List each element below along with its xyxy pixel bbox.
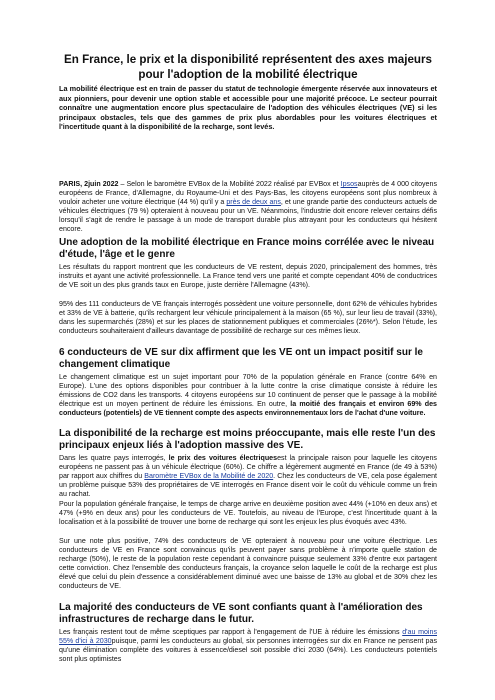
section-3-heading: La disponibilité de la recharge est moins préoccupante, mais elle reste l'un des principaux enjeux liés à l'adoption massive des VE. bbox=[59, 428, 436, 451]
dateline: PARIS, 2juin 2022 bbox=[59, 180, 119, 188]
section-2-heading: 6 conducteurs de VE sur dix affirment que les VE ont un impact positif sur le changement climatique bbox=[59, 347, 423, 370]
section-4-paragraph-1 bbox=[59, 628, 437, 664]
section-4-text-a: Les français restent tout de même sceptiques par rapport à l'engagement de l'UE à réduire les émissions bbox=[59, 628, 403, 636]
section-2-paragraph-1 bbox=[59, 373, 437, 418]
section-3-text-c: . Chez les conducteurs de VE, cela pose également un problème puisque 53% des propriétaires de VE interrogés en France disent voir le coût du véhicule comme un frein au rachat. bbox=[59, 472, 437, 499]
section-4-heading: La majorité des conducteurs de VE sont confiants quant à l'amélioration des infrastructures de recharge dans le futur. bbox=[59, 602, 423, 625]
barometer-2020-link[interactable]: Baromètre EVBox de la Mobilité de 2020 bbox=[144, 472, 274, 481]
section-3-bold-text: le prix des voitures électriques bbox=[168, 454, 278, 462]
section-2-bold-text: la moitié des français et environ 69% des conducteurs (potentiels) de VE tiennent compte des aspects environnementaux lors de l'achat d'une voiture. bbox=[59, 400, 437, 418]
section-1-paragraph-2: 95% des 111 conducteurs de VE français interrogés possèdent une voiture personnelle, dont 62% de véhicules hybrides et 33% de VE à batterie, qu'ils rechargent leur véhicule principalement à la maison (65 %), sur leur lieu de travail (33%), dans les supermarchés (28%) et sur les places de stationnement publiques et commerciales (26%*). Selon l'étude, les conducteurs souhaiteraient d'ailleurs davantage de possibilité de recharge sur ces mêmes lieux. bbox=[59, 300, 437, 336]
section-3-paragraph-1 bbox=[59, 454, 437, 499]
section-3-paragraph-3: Sur une note plus positive, 74% des conducteurs de VE opteraient à nouveau pour une voiture électrique. Les conducteurs de VE en France sont convaincus qu'ils peuvent payer sans problème à n'importe quelle station de recharge (50%), le reste de la population reste cependant à convaincre puisque seulement 33% d'entre eux partagent cette conviction. Chez l'ensemble des conducteurs français, la croyance selon laquelle le coût de la recharge est plus élevé que celui du plein d'essence a considérablement diminué avec une baisse de 13% au global et de 30% chez les conducteurs de VE. bbox=[59, 537, 437, 591]
intro-text-2: auprès de 4 000 citoyens européens de France, d'Allemagne, du Royaume-Uni et des Pays-Bas, les citoyens européens sont plus nombreux à vouloir acheter une voiture électrique (44 %) qu'il y a bbox=[59, 180, 437, 207]
intro-text-1: – Selon le baromètre EVBox de la Mobilité 2022 réalisé par EVBox et bbox=[118, 180, 341, 188]
intro-paragraph bbox=[59, 180, 437, 235]
eu-target-link[interactable]: d'au moins 55% d'ici à 2030 bbox=[59, 628, 437, 646]
two-years-link[interactable]: près de deux ans bbox=[226, 198, 281, 207]
ipsos-link[interactable]: Ipsos bbox=[340, 180, 358, 188]
section-1-heading: Une adoption de la mobilité électrique en France moins corrélée avec le niveau d'étude, l'âge et le genre bbox=[59, 237, 435, 260]
intro-text-3: , et une grande partie des conducteurs actuels de véhicules électriques (79 %) opteraient à nouveau pour un VE. Néanmoins, l'industrie doit encore relever certains défis lorsqu'il s'agit de rendre le passage à un mode de transport durable plus attrayant pour les conducteurs qui hésitent encore. bbox=[59, 198, 437, 234]
section-3-text-b: est la principale raison pour laquelle les citoyens européens ne passent pas à un véhicule électrique (60%). Ce chiffre a légèrement augmenté en France (de 49 à 53%) par rapport aux chiffres du bbox=[59, 454, 437, 481]
section-2-text: Le changement climatique est un sujet important pour 70% de la population générale en France (contre 64% en Europe). L'une des options disponibles pour contribuer à la lutte contre la crise climatique consiste à réduire les émissions de CO2 dans les transports. 4 citoyens européens sur 10 continuent de penser que le passage à la mobilité électrique est un moyen pertinent de réduire les émissions. En outre, bbox=[59, 373, 437, 409]
section-4-text-b: puisque, parmi les conducteurs au global, six personnes interrogées sur dix en France ne pensent pas qu'une élimination complète des voitures à essence/diesel soit possible d'ici 2030 (64%). Les conducteurs potentiels sont plus optimistes bbox=[59, 637, 437, 664]
section-3-paragraph-2: Pour la population générale française, le temps de charge arrive en deuxième position avec 44% (+10% en deux ans) et 47% (+9% en deux ans) pour les conducteurs de VE. Toutefois, au niveau de l'Europe, c'est l'incertitude quant à la localisation et à la possibilité de trouver une borne de recharge qui sont les enjeux les plus évoqués avec 43%. bbox=[59, 500, 437, 527]
lead-paragraph: La mobilité électrique est en train de passer du statut de technologie émergente réservée aux innovateurs et aux pionniers, pour devenir une option stable et accessible pour une majorité précoce. Le secteur pourrait connaître une augmentation encore plus spectaculaire de l'adoption des véhicules électriques (VE) si les principaux obstacles, tels que des gammes de prix plus abordables pour les voitures électriques et l'incertitude quant à la disponibilité de la recharge, sont levés. bbox=[59, 84, 437, 132]
section-1-paragraph-1: Les résultats du rapport montrent que les conducteurs de VE restent, depuis 2020, principalement des hommes, très instruits et ayant une activité professionnelle. La France tend vers une parité et compte cependant 40% de conductrices de VE soit un des plus grands taux en Europe, juste derrière l'Allemagne (43%). bbox=[59, 263, 437, 290]
page-title: En France, le prix et la disponibilité représentent des axes majeurs pour l'adoption de la mobilité électrique bbox=[64, 53, 432, 81]
section-3-text-a: Dans les quatre pays interrogés, bbox=[59, 454, 169, 462]
